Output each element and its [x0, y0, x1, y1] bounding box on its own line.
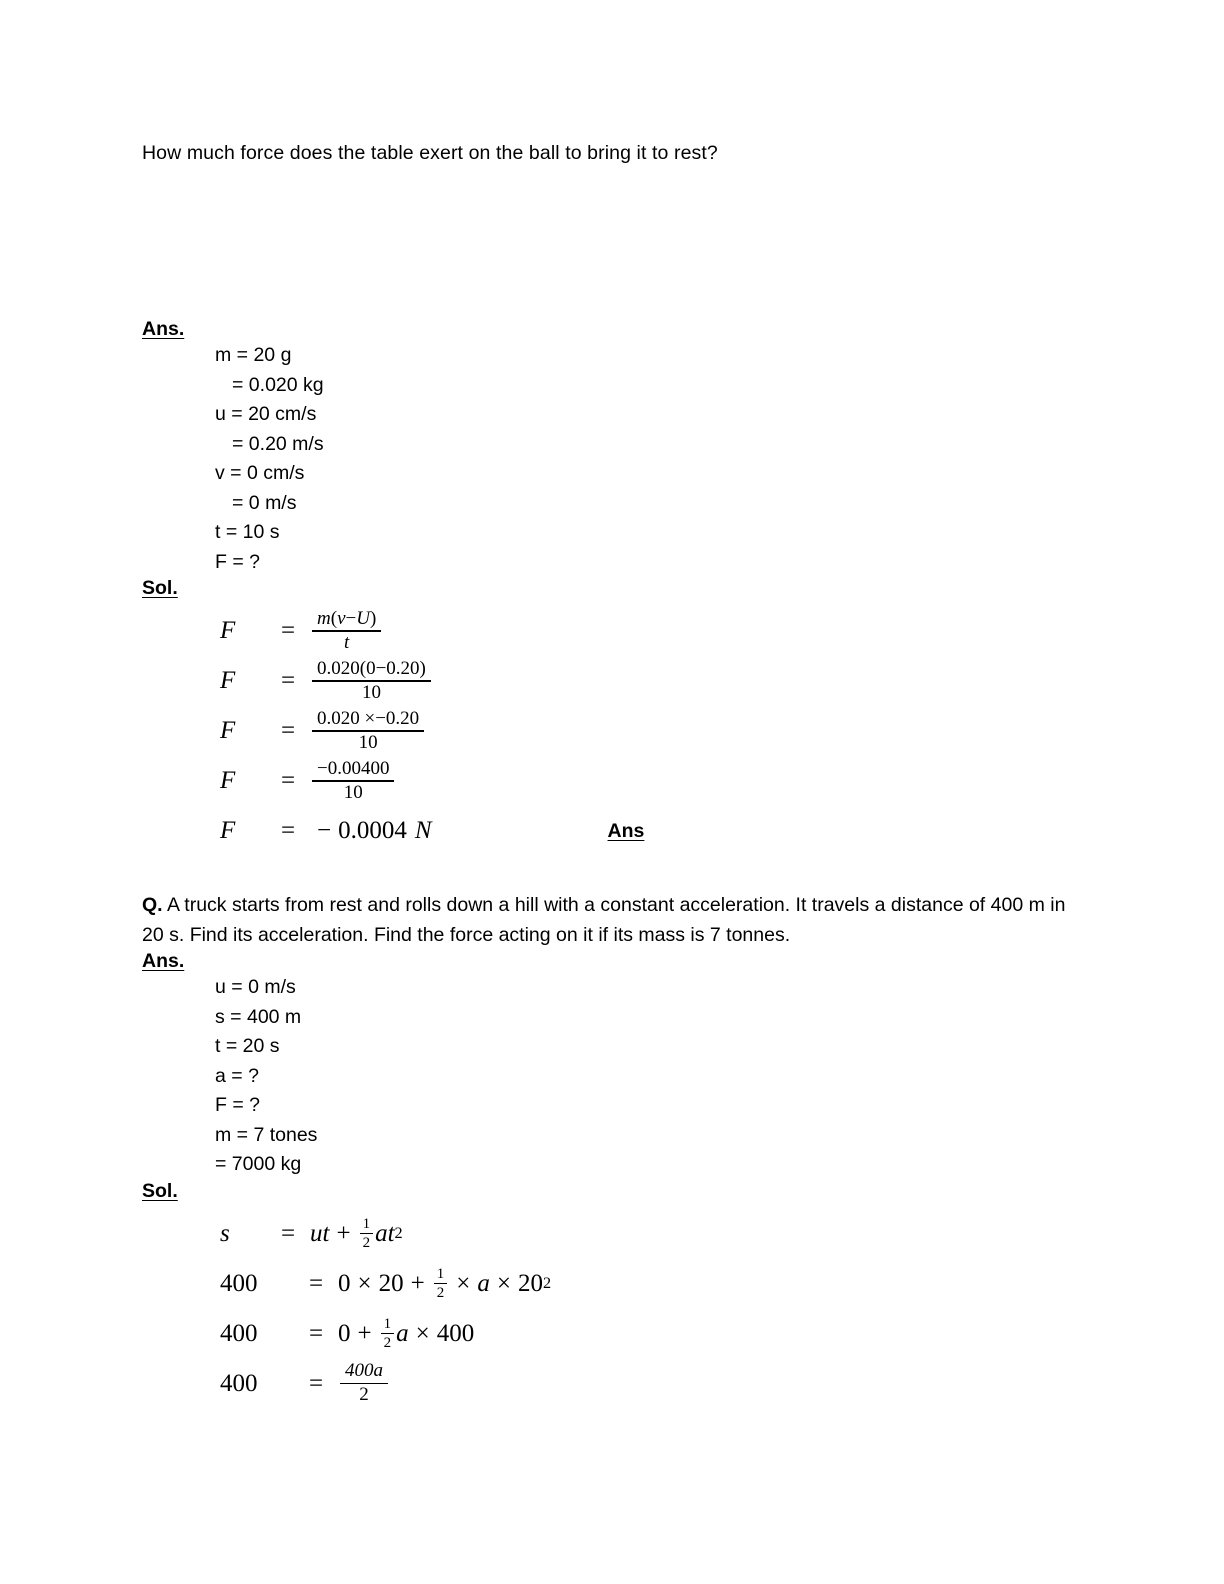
- equation-lhs: F: [220, 767, 236, 794]
- term-at: at: [375, 1219, 395, 1247]
- term-twenty-squared: 20: [517, 1269, 543, 1297]
- fraction-numerator: 0.020 ×−0.20: [317, 707, 420, 729]
- equation-rhs: [310, 817, 432, 845]
- fraction-denominator: 10: [361, 681, 381, 703]
- minus-sign: −: [317, 817, 332, 844]
- question-one-ans-heading: [142, 318, 1082, 341]
- term-zero: 0: [338, 1319, 351, 1347]
- fraction: [312, 659, 431, 704]
- document-content: [142, 138, 1082, 1409]
- list-item: u = 0 m/s: [215, 976, 296, 998]
- equation-rhs: [310, 709, 426, 754]
- fraction-one-half: [360, 1216, 374, 1252]
- var-a: a: [396, 1319, 409, 1347]
- equation-lhs: 400: [220, 1319, 258, 1347]
- fraction-numerator: [312, 609, 381, 631]
- equation-kinematic-formula: [220, 1209, 1082, 1259]
- question-two-prompt: [142, 890, 1082, 950]
- vertical-spacer: [142, 856, 1082, 890]
- fraction-numerator: 1: [362, 1215, 371, 1232]
- fraction-denominator: 2: [359, 1384, 369, 1406]
- question-one-working: [220, 606, 1082, 856]
- fraction-numerator: 1: [383, 1315, 392, 1332]
- times-sign: ×: [357, 1269, 372, 1297]
- equals-sign: =: [280, 817, 296, 844]
- equation-lhs: F: [220, 717, 236, 744]
- list-item: = 7000 kg: [215, 1153, 302, 1175]
- equals-sign: =: [280, 1219, 296, 1247]
- plus-sign: +: [357, 1319, 372, 1347]
- fraction-one-half: [434, 1266, 448, 1302]
- list-item: u = 20 cm/s: [215, 403, 317, 425]
- vertical-spacer: [142, 168, 1082, 318]
- list-item: t = 20 s: [215, 1035, 280, 1057]
- equation-lhs: 400: [220, 1269, 258, 1297]
- equation-simplified: [220, 1309, 1082, 1359]
- var-v: v: [337, 607, 346, 629]
- equals-sign: =: [280, 667, 296, 694]
- equation-rhs: [310, 1216, 403, 1252]
- question-one-given-values: [215, 341, 1082, 577]
- fraction: [312, 759, 394, 804]
- list-item: m = 7 tones: [215, 1123, 318, 1146]
- var-a: a: [477, 1269, 490, 1297]
- question-one-prompt: How much force does the table exert on the ball to bring it to rest?: [142, 142, 718, 164]
- paren-open: (: [330, 607, 338, 629]
- equation-substituted: [220, 656, 1082, 706]
- fraction-denominator: 10: [343, 781, 363, 803]
- equals-sign: =: [308, 1319, 324, 1347]
- list-item: = 0 m/s: [232, 491, 297, 514]
- fraction: [340, 1361, 388, 1406]
- question-two-working: [220, 1209, 1082, 1409]
- equation-lhs: 400: [220, 1369, 258, 1397]
- equation-rhs: [338, 1316, 474, 1352]
- equation-lhs: F: [220, 617, 236, 644]
- times-sign: ×: [456, 1269, 471, 1297]
- fraction-one-half: [381, 1316, 395, 1352]
- equation-rhs: [310, 659, 433, 704]
- exponent: 2: [542, 1274, 552, 1292]
- fraction-numerator: 0.020(0−0.20): [317, 657, 426, 679]
- equals-sign: =: [308, 1369, 324, 1397]
- fraction: [312, 709, 424, 754]
- equals-sign: =: [280, 767, 296, 794]
- fraction-denominator: 10: [358, 731, 378, 753]
- equation-lhs: F: [220, 667, 236, 694]
- equation-fraction-form: [220, 1359, 1082, 1409]
- ans-label: Ans.: [142, 318, 185, 340]
- question-two-ans-heading: [142, 950, 1082, 973]
- exponent: 2: [394, 1224, 403, 1242]
- fraction-numerator: 400a: [345, 1360, 383, 1382]
- sol-label: Sol.: [142, 577, 178, 599]
- answer-value: 0.0004: [338, 817, 407, 844]
- answer-unit: N: [414, 817, 432, 844]
- list-item: v = 0 cm/s: [215, 462, 305, 484]
- equation-rhs: [310, 759, 396, 804]
- question-two-given-values: [215, 973, 1082, 1180]
- equals-sign: =: [280, 717, 296, 744]
- equation-substituted-kinematic: [220, 1259, 1082, 1309]
- question-two-text: A truck starts from rest and rolls down a hill with a constant acceleration. It travels a distance of 400 m in 20 s. Find its acceleration. Find the force acting on it if its mass is 7 tonnes.: [142, 894, 1066, 946]
- minus-sign: −: [345, 607, 357, 629]
- equation-multiplied: [220, 706, 1082, 756]
- term-ut: ut: [310, 1219, 330, 1247]
- list-item: = 0.020 kg: [232, 373, 324, 396]
- fraction-denominator: 2: [362, 1235, 371, 1252]
- list-item: m = 20 g: [215, 344, 292, 366]
- equation-rhs: [310, 609, 383, 654]
- plus-sign: +: [410, 1269, 425, 1297]
- paren-close: ): [369, 607, 377, 629]
- list-item: F = ?: [215, 550, 260, 573]
- question-two-sol-heading: [142, 1180, 1082, 1203]
- answer-tag: Ans: [607, 819, 645, 842]
- fraction-denominator: t: [344, 631, 350, 653]
- equation-force-formula: [220, 606, 1082, 656]
- list-item: t = 10 s: [215, 521, 280, 543]
- fraction-denominator: 2: [436, 1285, 445, 1302]
- equation-rhs: [338, 1361, 390, 1406]
- var-U: U: [356, 607, 370, 629]
- fraction-numerator: 1: [436, 1265, 445, 1282]
- list-item: s = 400 m: [215, 1005, 302, 1028]
- equation-rhs: [338, 1266, 551, 1302]
- var-m: m: [317, 607, 331, 629]
- equals-sign: =: [308, 1269, 324, 1297]
- times-sign: ×: [415, 1319, 430, 1347]
- ans-label: Ans.: [142, 950, 185, 972]
- fraction-denominator: 2: [383, 1335, 392, 1352]
- question-marker: Q.: [142, 894, 163, 916]
- question-one-sol-heading: [142, 577, 1082, 600]
- term-zero: 0: [338, 1269, 351, 1297]
- equation-lhs: s: [220, 1219, 230, 1247]
- list-item: = 0.20 m/s: [232, 432, 324, 455]
- equation-product: [220, 756, 1082, 806]
- list-item: F = ?: [215, 1094, 260, 1116]
- term-four-hundred: 400: [436, 1319, 475, 1347]
- equation-final-answer: [220, 806, 1082, 856]
- equals-sign: =: [280, 617, 296, 644]
- times-sign: ×: [496, 1269, 511, 1297]
- fraction-numerator: −0.00400: [317, 757, 390, 779]
- list-item: a = ?: [215, 1064, 259, 1087]
- plus-sign: +: [336, 1219, 351, 1247]
- sol-label: Sol.: [142, 1179, 178, 1202]
- fraction: [312, 609, 381, 654]
- term-twenty: 20: [378, 1269, 404, 1297]
- equation-lhs: F: [220, 817, 236, 844]
